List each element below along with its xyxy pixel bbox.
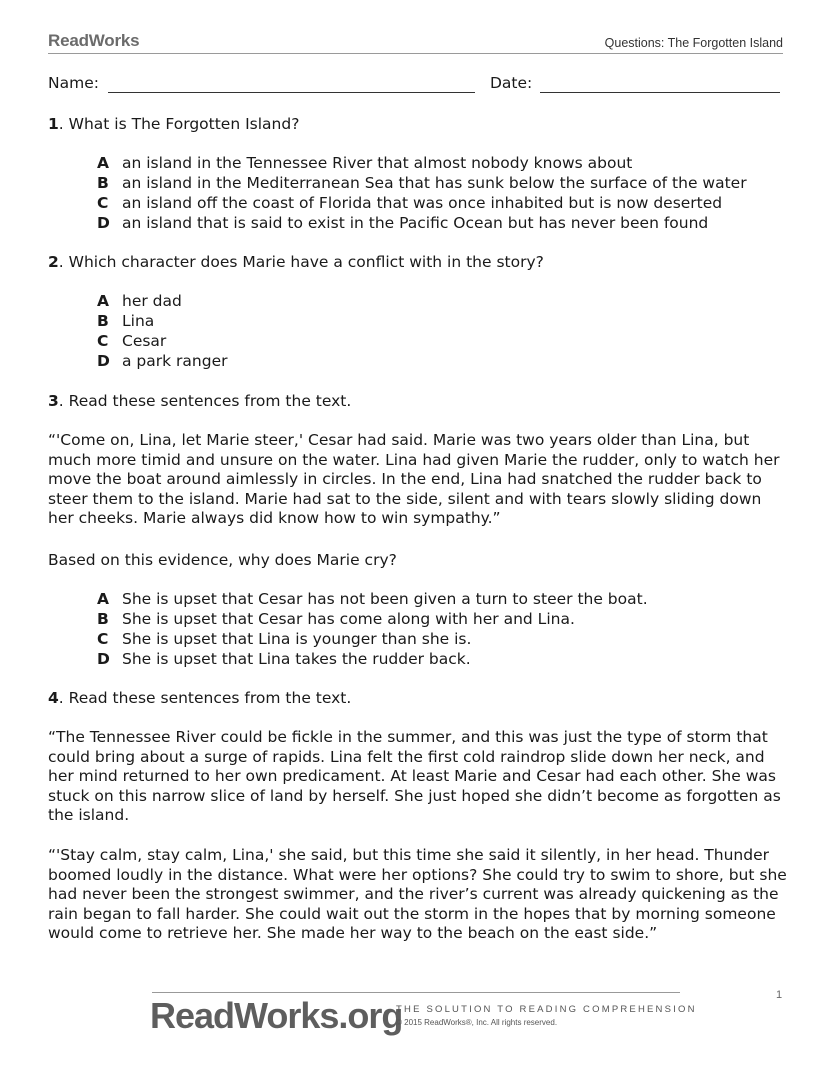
header-divider	[48, 53, 783, 54]
option-c: C an island off the coast of Florida that was once inhabited but is now deserted	[97, 194, 723, 212]
question-4	[48, 688, 351, 708]
document-title: Questions: The Forgotten Island	[604, 36, 783, 50]
question-3	[48, 391, 351, 411]
footer-copyright: © 2015 ReadWorks®, Inc. All rights reserved.	[396, 1018, 558, 1027]
footer-tagline: THE SOLUTION TO READING COMPREHENSION	[396, 1004, 697, 1015]
question-1-options	[97, 153, 747, 233]
option-a: A an island in the Tennessee River that almost nobody knows about	[97, 154, 633, 172]
question-text: . Read these sentences from the text.	[58, 392, 352, 410]
question-3-excerpt: “'Come on, Lina, let Marie steer,' Cesar had said. Marie was two years older than Lina, but much more timid and unsure on the water. Lina had given Marie the rudder, only to watch her move the boat around aimlessly in circles. In the end, Lina had snatched the rudder back to steer them to the island. Marie had sat to the side, silent and with tears slowly sliding down her cheeks. Marie always did know how to win sympathy.”	[48, 431, 780, 528]
option-b: B Lina	[97, 312, 155, 330]
option-c: C Cesar	[97, 332, 167, 350]
name-line	[108, 92, 475, 93]
question-text: . What is The Forgotten Island?	[58, 115, 300, 133]
question-number: 1	[48, 115, 59, 133]
option-c: C She is upset that Lina is younger than she is.	[97, 630, 472, 648]
option-a: A She is upset that Cesar has not been given a turn to steer the boat.	[97, 590, 648, 608]
question-text: . Read these sentences from the text.	[58, 689, 352, 707]
option-b: B She is upset that Cesar has come along with her and Lina.	[97, 610, 575, 628]
option-d: D She is upset that Lina takes the rudder back.	[97, 650, 471, 668]
readworks-org-logo: ReadWorks.org	[150, 995, 403, 1036]
question-3-options	[97, 589, 648, 669]
option-a: A her dad	[97, 292, 182, 310]
question-number: 4	[48, 689, 59, 707]
date-label: Date:	[490, 74, 533, 92]
name-label: Name:	[48, 74, 99, 92]
question-1	[48, 114, 299, 134]
question-number: 3	[48, 392, 59, 410]
date-line	[540, 92, 780, 93]
option-b: B an island in the Mediterranean Sea that has sunk below the surface of the water	[97, 174, 747, 192]
page-number: 1	[776, 989, 783, 1001]
question-number: 2	[48, 253, 59, 271]
question-3-prompt: Based on this evidence, why does Marie cry?	[48, 551, 397, 569]
question-2	[48, 252, 544, 272]
question-text: . Which character does Marie have a conflict with in the story?	[58, 253, 544, 271]
question-2-options	[97, 291, 227, 371]
question-4-excerpt-1: “The Tennessee River could be fickle in the summer, and this was just the type of storm that could bring about a surge of rapids. Lina felt the first cold raindrop slide down her neck, and her mind returned to her own predicament. At least Marie and Cesar had each other. She was stuck on this narrow slice of land by herself. She just hoped she didn’t become as forgotten as the island.	[48, 728, 781, 825]
option-d: D a park ranger	[97, 352, 228, 370]
question-4-excerpt-2: “'Stay calm, stay calm, Lina,' she said, but this time she said it silently, in her head. Thunder boomed loudly in the distance. What were her options? She could try to swim to shore, but she had never been the strongest swimmer, and the river’s current was already quickening as the rain began to fall harder. She could wait out the storm in the hopes that by morning someone would come to retrieve her. She made her way to the beach on the east side.”	[48, 846, 787, 943]
option-d: D an island that is said to exist in the Pacific Ocean but has never been found	[97, 214, 709, 232]
footer-divider	[152, 992, 680, 993]
readworks-brand-logo: ReadWorks	[48, 31, 140, 50]
